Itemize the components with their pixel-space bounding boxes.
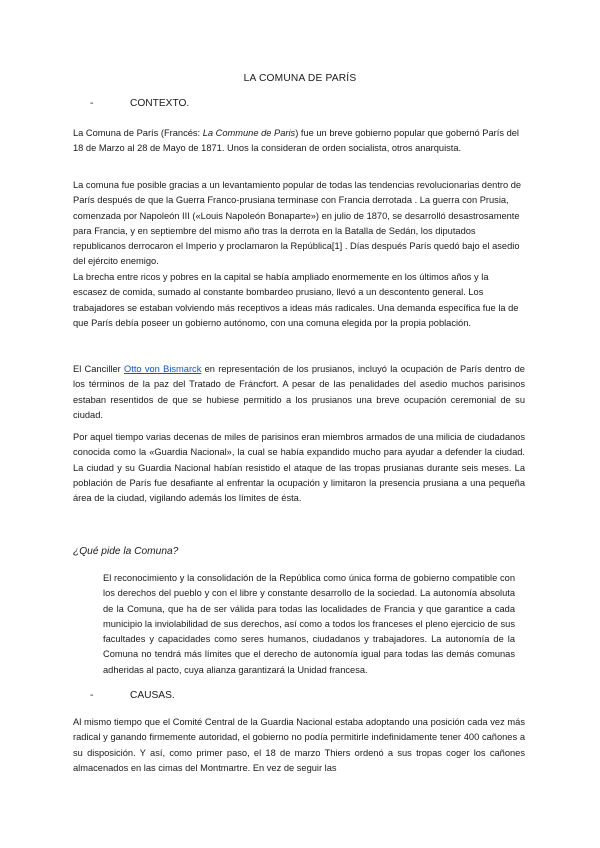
quote-demands: El reconocimiento y la consolidación de la República como única forma de gobierno compatible con los derechos del pueblo y con el libre y constante desarrollo de la sociedad. La autonomía absoluta de la Comuna, que ha de ser válida para todas las localidades de Francia y que garantice a cada municipio la inviolabilidad de sus derechos, así como a todos los franceses el pleno ejercicio de sus facultades y capacidades como seres humanos, ciudadanos y trabajadores. La autonomía de la Comuna no tendrá más límites que el derecho de autonomía igual para todas las demás comunas adheridas al pacto, cuya alianza garantizará la Unidad francesa.	[103, 573, 515, 675]
document-title: LA COMUNA DE PARÍS	[243, 73, 357, 84]
paragraph-intro	[73, 126, 525, 157]
section-heading-contexto	[90, 98, 189, 109]
bismarck-text-end: en representación de los prusianos, incluyó la ocupación de París dentro de los términos de la paz del Tratado de Fráncfort. A pesar de las penalidades del asedio muchos parisinos estaban resentidos de que se hubiese permitido a los prusianos una breve ocupación ceremonial de su ciudad.	[73, 364, 525, 420]
paragraph-bismarck	[73, 362, 525, 423]
paragraph-origin: La comuna fue posible gracias a un levantamiento popular de todas las tendencias revolucionarias dentro de París después de que la Guerra Franco-prusiana terminase con Francia derrotada . La guerra con Prusia, comenzada por Napoleón III («Louis Napoleón Bonaparte») en julio de 1870, se desarrolló desastrosamente para Francia, y en septiembre del mismo año tras la derrota en la Batalla de Sedán, los diputados republicanos derrocaron el Imperio y proclamaron la República[1] . Días después París quedó bajo el asedio del ejército enemigo.	[73, 180, 522, 267]
bismarck-text-start: El Canciller	[73, 364, 124, 374]
intro-text-end: ) fue un breve gobierno popular que gobernó París del 18 de Marzo al 28 de Mayo de 1871. Unos la consideran de orden socialista, otros anarquista.	[73, 128, 520, 154]
bullet-dash: -	[90, 98, 94, 109]
paragraph-inequality: La brecha entre ricos y pobres en la capital se había ampliado enormemente en los últimos años y la escasez de comida, sumado al constante bombardeo prusiano, llevó a un descontento general. Los trabajadores se estaban volviendo más receptivos a ideas más radicales. Una demanda específica fue la de que París debía poseer un gobierno autónomo, con una comuna elegida por la propia población.	[73, 272, 519, 328]
paragraph-causes: Al mismo tiempo que el Comité Central de la Guardia Nacional estaba adoptando una posición cada vez más radical y ganando firmemente autoridad, el gobierno no podía permitirle indefinidamente tener 400 cañones a su disposición. Y así, como primer paso, el 18 de marzo Thiers ordenó a sus tropas coger los cañones almacenados en las cimas del Montmartre. En vez de seguir las	[73, 717, 525, 773]
section-heading-causas	[90, 690, 175, 701]
intro-italic-name: La Commune de Paris	[202, 128, 296, 138]
bismarck-link[interactable]: Otto von Bismarck	[124, 364, 202, 374]
paragraph-national-guard: Por aquel tiempo varias decenas de miles de parisinos eran miembros armados de una milicia de ciudadanos conocida como la «Guardia Nacional», la cual se había expandido mucho para ayudar a defender la ciudad. La ciudad y su Guardia Nacional habían resistido el ataque de las tropas prusianas durante seis meses. La población de París fue desafiante al enfrentar la ocupación y limitaron la presencia prusiana a una pequeña área de la ciudad, vigilando además los límites de ésta.	[73, 432, 525, 504]
bullet-dash: -	[90, 690, 94, 701]
subheading-demands: ¿Qué pide la Comuna?	[73, 546, 179, 557]
section-label: CONTEXTO.	[130, 98, 190, 109]
section-label: CAUSAS.	[130, 690, 175, 701]
intro-text-start: La Comuna de París (Francés:	[73, 128, 203, 138]
